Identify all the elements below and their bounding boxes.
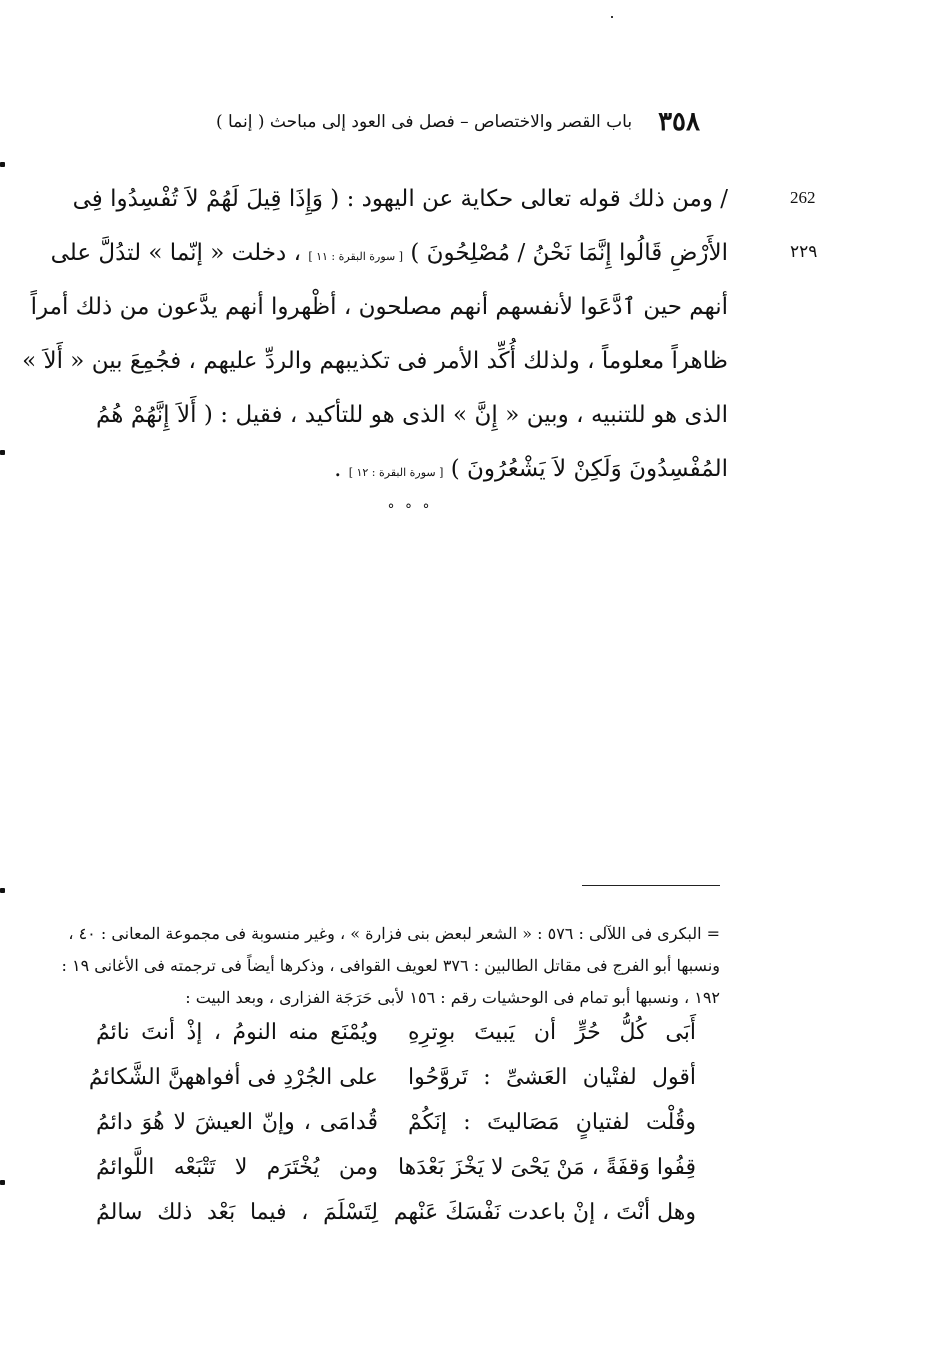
poem-verse	[88, 1055, 696, 1100]
verse-second-hemistich: قُدامَى ، وإنّ العيشَ لا هُوَ دائمُ	[96, 1110, 378, 1135]
body-line: أنهم حين ٱدَّعَوا لأنفسهم أنهم مصلحون ، أظْهروا أنهم يدَّعون من ذلك أمراً	[30, 294, 728, 320]
verse-first-hemistich: وهل أنْتَ ، إنْ باعدت نَفْسَكَ عَنْهم	[393, 1200, 696, 1225]
scan-margin-mark	[0, 162, 5, 167]
running-title: باب القصر والاختصاص – فصل فى العود إلى مباحث ( إنما )	[215, 112, 633, 132]
page-number: ٣٥٨	[658, 107, 700, 137]
quran-reference: [ سورة البقرة : ١٢ ]	[348, 466, 444, 479]
scan-margin-mark	[0, 888, 5, 893]
footnote-rule	[582, 885, 720, 886]
footnote-text	[61, 918, 720, 1014]
poem-verse	[96, 1100, 696, 1145]
page-header	[200, 104, 700, 140]
scan-margin-mark	[0, 1180, 5, 1185]
poem-verse	[96, 1190, 696, 1235]
scan-speck	[611, 16, 613, 18]
verse-first-hemistich: أقول لفتْيان العَشىِّ : تَروَّحُوا	[408, 1065, 696, 1090]
footnote-line: ١٩٢ ، ونسبها أبو تمام فى الوحشيات رقم : ١٥٦ لأبى حَرَجَة الفزارى ، وبعد البيت :	[185, 988, 720, 1007]
scan-margin-mark	[0, 450, 5, 455]
verse-second-hemistich: ويُمْنَع منه النومُ ، إذْ أنتَ نائمُ	[96, 1020, 378, 1045]
body-text	[22, 172, 728, 496]
body-line-text: الأَرْضِ قَالُوا إِنَّمَا نَحْنُ / مُصْلِحُونَ )	[410, 240, 728, 266]
margin-reference-latin: 262	[790, 188, 816, 207]
poem-verse	[96, 1145, 696, 1190]
margin-reference-arabic: ٢٢٩	[790, 242, 818, 261]
poem-verse	[96, 1010, 696, 1055]
body-line-text: .	[334, 456, 342, 482]
body-line: ظاهراً معلوماً ، ولذلك أُكِّد الأمر فى تكذيبهم والردِّ عليهم ، فجُمِعَ بين « أَلاَ »	[22, 348, 728, 374]
body-line	[96, 442, 728, 496]
body-line: الذى هو للتنبيه ، وبين « إِنَّ » الذى هو للتأكيد ، فقيل : ( أَلاَ إِنَّهُمْ هُمُ	[96, 402, 728, 428]
verse-first-hemistich: قِفُوا وَقفَةً ، مَنْ يَحْىَ لا يَخْزَ بَعْدَها	[397, 1155, 696, 1180]
verse-second-hemistich: لِتَسْلَمَ ، فيما بَعْد ذلك سالمُ	[96, 1200, 378, 1225]
verse-first-hemistich: أَبَى كُلُّ حُرٍّ أن يَبيتَ بوِترِهِ	[408, 1020, 696, 1045]
quran-reference: [ سورة البقرة : ١١ ]	[308, 250, 404, 263]
footnote-line: ونسبها أبو الفرج فى مقاتل الطالبين : ٣٧٦ لعويف القوافى ، وذكرها أيضاً فى ترجمته فى الأغانى ١٩ :	[61, 956, 720, 975]
footnote-poem	[88, 1010, 696, 1235]
verse-first-hemistich: وقُلْت لفتيانٍ مَصَاليتَ : إنَكُمْ	[408, 1110, 696, 1135]
verse-second-hemistich: على الجُرْدِ فى أفواههنَّ الشَّكائمُ	[88, 1065, 378, 1090]
verse-second-hemistich: ومن يُخْتَرَم لا تَتْبَعْه اللَّوائمُ	[96, 1155, 378, 1180]
section-separator: ° ° °	[387, 502, 433, 518]
body-line: / ومن ذلك قوله تعالى حكاية عن اليهود : ( وَإِذَا قِيلَ لَهُمْ لاَ تُفْسِدُوا فِى	[72, 186, 728, 212]
body-line-text: ، دخلت « إنّما » لتدُلَّ على	[50, 240, 301, 266]
footnote-line: = البكرى فى اللآلى : ٥٧٦ : « الشعر لبعض بنى فزارة » ، وغير منسوبة فى مجموعة المعانى : ٤٠ ،	[68, 924, 720, 943]
body-line	[50, 226, 728, 280]
body-line-text: المُفْسِدُونَ وَلَكِنْ لاَ يَشْعُرُونَ )	[450, 456, 728, 482]
